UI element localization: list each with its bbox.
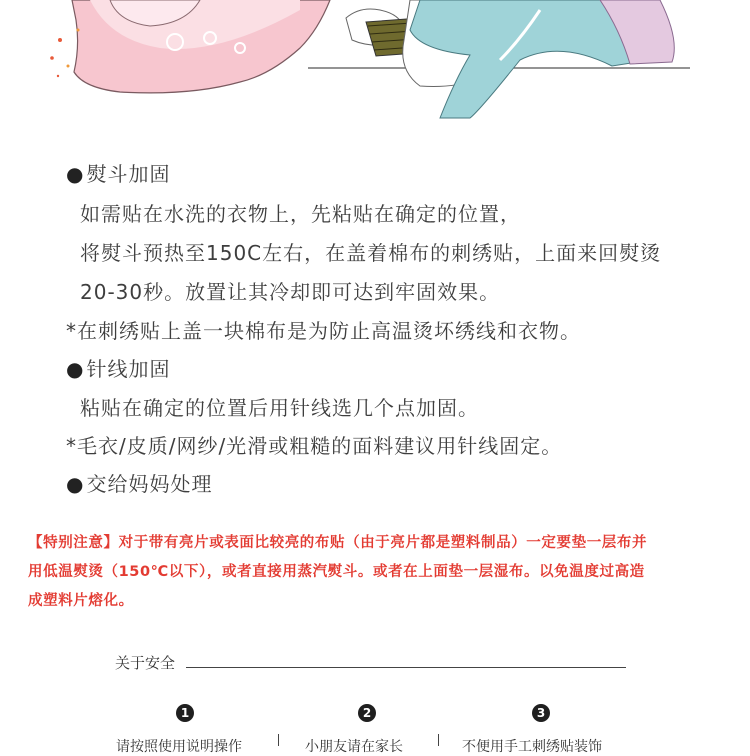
sewing-note: *毛衣/皮质/网纱/光滑或粗糙的面料建议用针线固定。 bbox=[66, 434, 563, 458]
ironing-heading-row bbox=[66, 158, 170, 187]
iron-illustration-icon bbox=[50, 0, 330, 93]
sewing-line-1: 粘贴在确定的位置后用针线选几个点加固。 bbox=[80, 396, 479, 420]
ironing-line-3: 20-30秒。放置让其冷却即可达到牢固效果。 bbox=[80, 280, 501, 304]
divider bbox=[438, 734, 439, 746]
mom-heading: 交给妈妈处理 bbox=[86, 472, 213, 496]
divider bbox=[186, 667, 626, 668]
step-1-number-icon: 1 bbox=[176, 704, 194, 722]
mom-heading-row bbox=[66, 468, 212, 497]
warning-line-1: 【特别注意】对于带有亮片或表面比较亮的布贴（由于亮片都是塑料制品）一定要垫一层布并 bbox=[28, 535, 648, 551]
ironing-illustration bbox=[0, 0, 750, 120]
ironing-line-2: 将熨斗预热至150C左右，在盖着棉布的刺绣贴，上面来回熨烫 bbox=[80, 241, 662, 265]
bullet-icon: ● bbox=[66, 162, 85, 186]
ironing-heading: 熨斗加固 bbox=[86, 162, 171, 186]
sewing-heading-row bbox=[66, 353, 170, 382]
safety-title: 关于安全 bbox=[115, 654, 176, 672]
divider bbox=[278, 734, 279, 746]
ironing-line-1: 如需贴在水洗的衣物上，先粘贴在确定的位置， bbox=[80, 202, 521, 226]
sewing-heading: 针线加固 bbox=[86, 357, 171, 381]
step-3-text: 不便用手工刺绣贴装饰 bbox=[462, 739, 602, 755]
step-2-text: 小朋友请在家长 bbox=[305, 739, 403, 755]
ironing-note: *在刺绣贴上盖一块棉布是为防止高温烫坏绣线和衣物。 bbox=[66, 319, 581, 343]
ironing-hand-illustration-icon bbox=[308, 0, 690, 118]
warning-line-3: 成塑料片熔化。 bbox=[28, 593, 134, 609]
warning-line-2: 用低温熨烫（150℃以下），或者直接用蒸汽熨斗。或者在上面垫一层湿布。以免温度过高造 bbox=[28, 564, 645, 580]
bullet-icon: ● bbox=[66, 472, 85, 496]
step-1-text: 请按照使用说明操作 bbox=[116, 739, 242, 755]
step-3-number-icon: 3 bbox=[532, 704, 550, 722]
bullet-icon: ● bbox=[66, 357, 85, 381]
step-2-number-icon: 2 bbox=[358, 704, 376, 722]
